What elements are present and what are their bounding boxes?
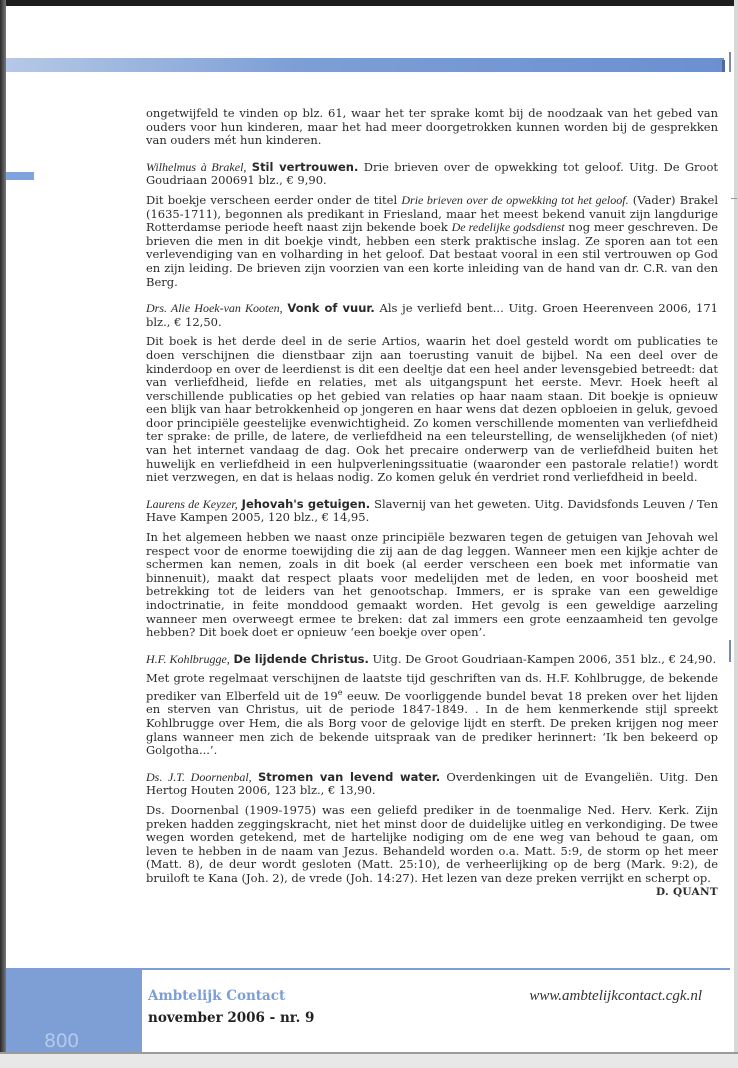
review-heading: [146, 161, 718, 188]
review-title: De lijdende Christus.: [233, 651, 369, 666]
review-body: Dit boek is het derde deel in de serie Artios, waarin het doel gesteld wordt om publicaties te doen verschijnen die dienstbaar zijn aan toerusting vanuit de bijbel. Na een deel over de kinderdoop en over de leerdienst is dit een deeltje dat een heel ander levensgebied betreedt: dat van verliefdheid, liefde en relaties, met als uitgangspunt het eerste. Mevr. Hoek heeft al verschillende publicaties op het gebied van relaties op haar naam staan. Dit boekje is opnieuw een blijk van haar betrokkenheid op jongeren en haar wens dat dezen opbloeien in geluk, gevoed door principiële geestelijke evenwichtigheid. Zo komen verschillende momenten van verliefdheid ter sprake: de prille, de latere, de verliefdheid na een teleurstelling, de wenselijkheden (of niet) van het internet vandaag de dag. Ook het precaire onderwerp van de verliefdheid buiten het huwelijk en verliefdheid in een hulpverleningssituatie (waaronder een pastorale relatie!) wordt niet verzwegen, en dat is helaas nodig. Zo komen geluk én verdriet rond verliefdheid in beeld.: [146, 334, 718, 485]
review-heading: [146, 653, 718, 667]
review-author: Wilhelmus à Brakel,: [146, 159, 247, 174]
review-title: Vonk of vuur.: [287, 301, 375, 316]
review-column: [146, 107, 718, 899]
review-title: Jehovah's getuigen.: [241, 496, 371, 511]
review-body: [146, 672, 718, 757]
intro-paragraph: ongetwijfeld te vinden op blz. 61, waar het ter sprake komt bij de noodzaak van het gebed van ouders voor hun kinderen, maar het had meer doorgetrokken kunnen worden bij de gesprekken van ouders mét hun kinderen.: [146, 106, 718, 148]
review-details: Slavernij van het geweten. Uitg. Davidsfonds Leuven / Ten Have Kampen 2005, 120 blz., € 14,95.: [146, 496, 718, 525]
review-title: Stromen van levend water.: [257, 769, 441, 784]
review-author: H.F. Kohlbrugge,: [146, 651, 230, 666]
margin-mark: [731, 198, 737, 199]
reviewer-signature: D. QUANT: [656, 885, 718, 898]
review-heading: [146, 771, 718, 798]
review-details: Drie brieven over de opwekking tot geloof. Uitg. De Groot Goudriaan 200691 blz., € 9,90.: [146, 159, 719, 188]
review-body-text: Dit boekje verscheen eerder onder de titel: [146, 192, 402, 207]
scan-edge-right: [734, 0, 738, 1068]
margin-mark: [729, 52, 731, 72]
review-body-text: nog meer geschreven. De brieven die men in dit boekje vindt, hebben een sterk praktische inslag. Ze sporen aan tot een verlevendiging van en volharding in het geloof. Dat bestaat vooral in een stil vertrouwen op God en zijn leiding. De brieven zijn voorzien van een korte inleiding van de hand van dr. C.R. van den Berg.: [146, 220, 719, 289]
review-body-superscript: e: [337, 687, 343, 697]
review-body-italic: Drie brieven over de opwekking tot het geloof.: [401, 192, 629, 207]
review-details: Overdenkingen uit de Evangeliën. Uitg. Den Hertog Houten 2006, 123 blz., € 13,90.: [146, 769, 719, 798]
review-details: Uitg. De Groot Goudriaan-Kampen 2006, 351 blz., € 24,90.: [372, 651, 717, 666]
side-tab-marker: [6, 172, 34, 180]
review-author: Laurens de Keyzer,: [146, 496, 238, 511]
website-link[interactable]: www.ambtelijkcontact.cgk.nl: [529, 988, 702, 1004]
scan-edge-bottom: [0, 1052, 738, 1068]
journal-name: Ambtelijk Contact: [148, 988, 286, 1004]
review-body-italic: De redelijke godsdienst: [451, 220, 565, 235]
review-body-text: (Vader) Brakel (1635-1711), begonnen als predikant in Friesland, maar het meest bekend vanuit zijn langdurige Rotterdamse periode heeft naast zijn bekende boek: [146, 192, 719, 235]
review-body-text: Met grote regelmaat verschijnen de laatste tijd geschriften van ds. H.F. Kohlbrugge, de bekende prediker van Elberfeld uit de 19: [146, 671, 718, 703]
issue-label: november 2006 - nr. 9: [148, 1010, 315, 1026]
page-number: 800: [44, 1030, 79, 1052]
header-color-band: [6, 58, 724, 72]
review-author: Drs. Alie Hoek-van Kooten,: [146, 301, 283, 316]
header-band-end: [722, 60, 725, 72]
review-heading: [146, 302, 718, 329]
review-body: Ds. Doornenbal (1909-1975) was een geliefd prediker in de toenmalige Ned. Herv. Kerk. Zijn preken hadden zeggingskracht, niet het minst door de duidelijke uitleg en verkondiging. De twee wegen worden getekend, met de hartelijke nodiging om de ene weg van behoud te gaan, om leven te hebben in de naam van Jezus. Behandeld worden o.a. Matt. 5:9, de storm op het meer (Matt. 8), de deur wordt gesloten (Matt. 25:10), de verheerlijking op de berg (Mark. 9:2), de bruiloft te Kana (Joh. 2), de vrede (Joh. 14:27). Het lezen van deze preken verrijkt en scherpt op.: [146, 802, 718, 885]
review-body: [146, 194, 718, 289]
review-body-text: eeuw. De voorliggende bundel bevat 18 preken over het lijden en sterven van Christus, uit de periode 1847-1849. . In de hem kenmerkende stijl spreekt Kohlbrugge over Hem, die als Borg voor de gelovige lijdt en sterft. De preken krijgen nog meer glans wanneer men zich de bekende uitspraak van de prediker herinnert: ‘Ik ben bekeerd op Golgotha...’.: [146, 688, 718, 758]
review-heading: [146, 498, 718, 525]
review-author: Ds. J.T. Doornenbal,: [146, 769, 252, 784]
scan-edge-left: [0, 0, 6, 1068]
margin-mark: [729, 640, 731, 662]
review-body: In het algemeen hebben we naast onze principiële bezwaren tegen de getuigen van Jehovah wel respect voor de enorme toewijding die zij aan de dag leggen. Wanneer men een kijkje achter de schermen kan nemen, zoals in dit boek (al eerder verscheen een boek met informatie van binnenuit), maakt dat respect plaats voor medelijden met de leden, en voor boosheid met betrekking tot de leiders van het genootschap. Immers, er is sprake van een geweldige indoctrinatie, in feite monddood gemaakt worden. Het gevolg is een geweldige aarzeling wanneer men overweegt ermee te breken: dat zal immers een grote eenzaamheid ten gevolge hebben? Dit boek doet er opnieuw ‘een boekje over open’.: [146, 530, 718, 640]
review-title: Stil vertrouwen.: [251, 159, 359, 174]
scan-edge-top: [0, 0, 738, 6]
review-details: Als je verliefd bent... Uitg. Groen Heerenveen 2006, 171 blz., € 12,50.: [146, 301, 719, 329]
